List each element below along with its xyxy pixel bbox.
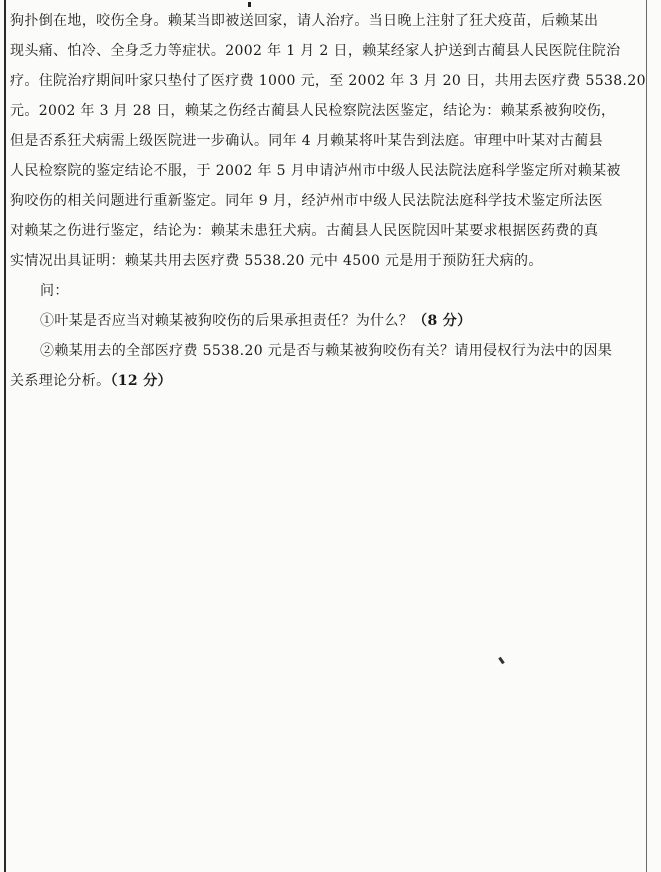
question-2-text-end: 关系理论分析。	[10, 373, 111, 389]
paragraph-line: 人民检察院的鉴定结论不服，于 2002 年 5 月申请泸州市中级人民法院法庭科学鉴定所对赖某被	[10, 163, 621, 179]
paragraph-line: 疗。住院治疗期间叶家只垫付了医疗费 1000 元，至 2002 年 3 月 20 日，共用去医疗费 5538.20	[10, 73, 646, 89]
question-heading: 问：	[40, 283, 69, 299]
scan-speck	[498, 657, 504, 664]
page-right-border	[646, 0, 647, 872]
question-2-line-2	[10, 366, 638, 396]
paragraph-line: 狗咬伤的相关问题进行重新鉴定。同年 9 月，经泸州市中级人民法院法庭科学技术鉴定所法医	[10, 193, 603, 209]
question-1	[10, 306, 638, 336]
paragraph-line: 元。2002 年 3 月 28 日，赖某之伤经古蔺县人民检察院法医鉴定，结论为：赖某系被狗咬伤，	[10, 103, 616, 119]
page-left-border	[4, 0, 6, 872]
paragraph-line: 实情况出具证明：赖某共用去医疗费 5538.20 元中 4500 元是用于预防狂犬病的。	[10, 253, 543, 269]
question-2-score: （12 分）	[110, 373, 172, 389]
paragraph-line: 对赖某之伤进行鉴定，结论为：赖某未患狂犬病。古蔺县人民医院因叶某要求根据医药费的真	[10, 223, 599, 239]
document-body	[10, 6, 646, 396]
question-1-score: （8 分）	[413, 313, 472, 329]
question-1-text: ①叶某是否应当对赖某被狗咬伤的后果承担责任？为什么？	[40, 313, 414, 329]
question-2-line-1: ②赖某用去的全部医疗费 5538.20 元是否与赖某被狗咬伤有关？请用侵权行为法中的因果	[40, 343, 613, 359]
paragraph-line: 狗扑倒在地，咬伤全身。赖某当即被送回家，请人治疗。当日晚上注射了狂犬疫苗，后赖某出	[10, 13, 599, 29]
paragraph-line: 现头痛、怕冷、全身乏力等症状。2002 年 1 月 2 日，赖某经家人护送到古蔺县人民医院住院治	[10, 43, 621, 59]
paragraph-line: 但是否系狂犬病需上级医院进一步确认。同年 4 月赖某将叶某告到法庭。审理中叶某对古蔺县	[10, 133, 603, 149]
